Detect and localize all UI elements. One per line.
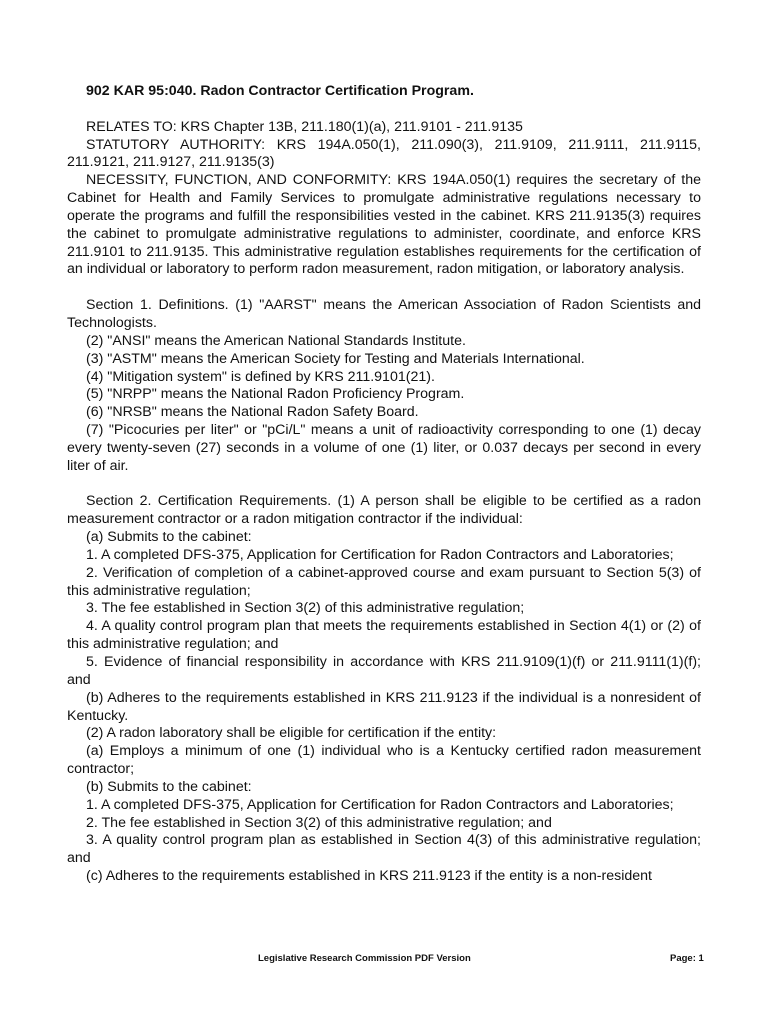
body-paragraph: (2) "ANSI" means the American National Standards Institute. [86,332,466,349]
body-paragraph: 2. Verification of completion of a cabinet-approved course and exam pursuant to Section 5(3) of this administrative regulation; [67,564,701,599]
footer-page-number: Page: 1 [670,953,704,964]
body-paragraph: (2) A radon laboratory shall be eligible for certification if the entity: [86,725,497,742]
body-paragraph: (7) "Picocuries per liter" or "pCi/L" means a unit of radioactivity corresponding to one (1) decay every twenty-seven (27) seconds in a volume of one (1) liter, or 0.037 decays per second in every liter of air. [67,422,701,474]
body-paragraph: (a) Submits to the cabinet: [86,529,252,546]
body-paragraph: 3. The fee established in Section 3(2) of this administrative regulation; [86,600,525,617]
body-paragraph: (5) "NRPP" means the National Radon Proficiency Program. [86,386,465,403]
body-paragraph: 3. A quality control program plan as established in Section 4(3) of this administrative regulation; and [67,832,701,867]
body-paragraph: Section 1. Definitions. (1) "AARST" means the American Association of Radon Scientists and Technologists. [67,297,701,331]
document-body [67,101,701,886]
body-paragraph: 2. The fee established in Section 3(2) of this administrative regulation; and [86,814,552,831]
body-paragraph: Section 2. Certification Requirements. (1) A person shall be eligible to be certified as a radon measurement contractor or a radon mitigation contractor if the individual: [67,493,701,528]
footer-source-label: Legislative Research Commission PDF Version [258,953,471,964]
paragraph-spacer [67,279,701,297]
body-paragraph: (4) "Mitigation system" is defined by KRS 211.9101(21). [86,368,435,385]
body-paragraph: NECESSITY, FUNCTION, AND CONFORMITY: KRS 194A.050(1) requires the secretary of the Cabinet for Health and Family Services to promulgate administrative regulations necessary to operate the programs and fulfill the responsibilities vested in the cabinet. KRS 211.9135(3) requires the cabinet to promulgate administrative regulations to administer, coordinate, and enforce KRS 211.9101 to 211.9135. This administrative regulation establishes requirements for the certification of an individual or laboratory to perform radon measurement, radon mitigation, or laboratory analysis. [67,172,701,278]
document-page [67,83,701,886]
body-paragraph: STATUTORY AUTHORITY: KRS 194A.050(1), 211.090(3), 211.9109, 211.9111, 211.9115, 211.9121, 211.9127, 211.9135(3) [67,136,701,171]
body-paragraph: (b) Submits to the cabinet: [86,778,252,795]
paragraph-spacer [67,101,701,119]
body-paragraph: (a) Employs a minimum of one (1) individual who is a Kentucky certified radon measurement contractor; [67,743,701,778]
body-paragraph: 4. A quality control program plan that meets the requirements established in Section 4(1) or (2) of this administrative regulation; and [67,618,701,653]
body-paragraph: (3) "ASTM" means the American Society for Testing and Materials International. [86,350,585,367]
body-paragraph: RELATES TO: KRS Chapter 13B, 211.180(1)(a), 211.9101 - 211.9135 [86,118,523,135]
body-paragraph: 5. Evidence of financial responsibility in accordance with KRS 211.9109(1)(f) or 211.9111(1)(f); and [67,654,701,688]
body-paragraph: 1. A completed DFS-375, Application for Certification for Radon Contractors and Laboratories; [86,796,674,813]
body-paragraph: (c) Adheres to the requirements established in KRS 211.9123 if the entity is a non-resident [86,868,652,885]
document-title: 902 KAR 95:040. Radon Contractor Certification Program. [86,83,474,99]
body-paragraph: 1. A completed DFS-375, Application for Certification for Radon Contractors and Laboratories; [86,546,674,563]
body-paragraph: (6) "NRSB" means the National Radon Safety Board. [86,404,419,421]
paragraph-spacer [67,476,701,494]
body-paragraph: (b) Adheres to the requirements established in KRS 211.9123 if the individual is a nonresident of Kentucky. [67,689,701,724]
